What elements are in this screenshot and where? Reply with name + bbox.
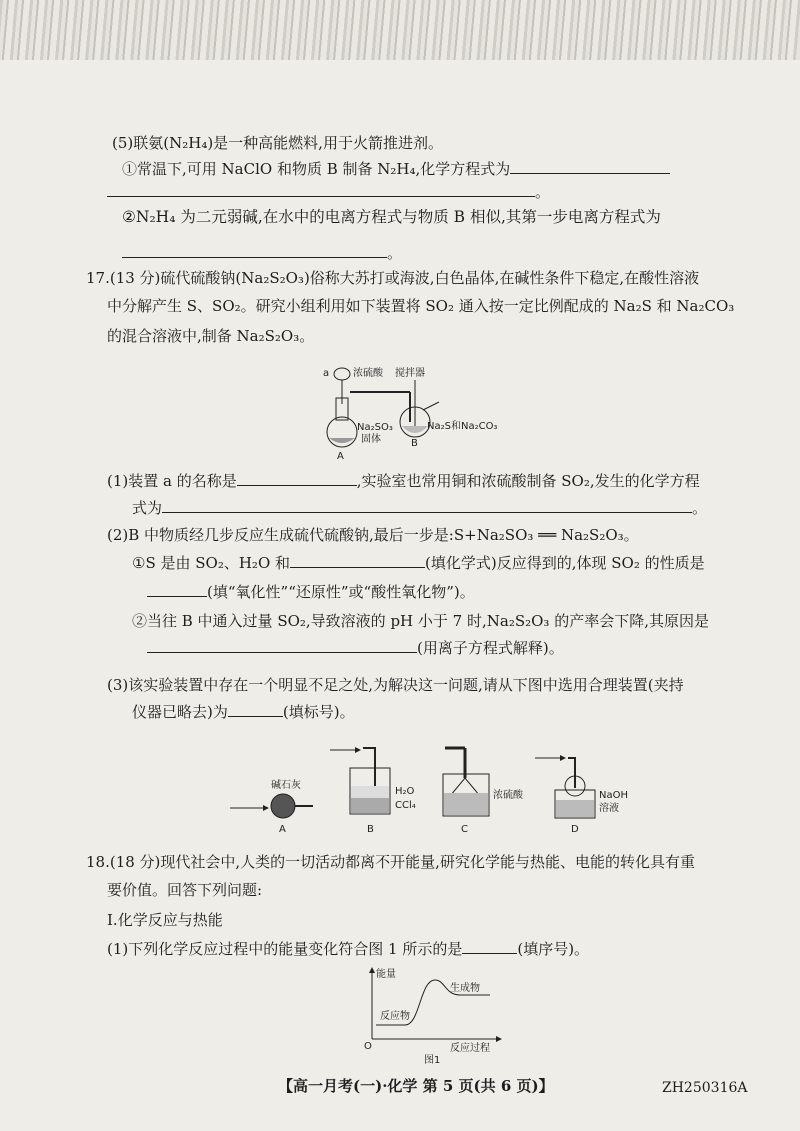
naoh-fill	[556, 800, 594, 817]
q17-p1-text-a: (1)装置 a 的名称是	[107, 472, 237, 490]
label-acid: 浓硫酸	[353, 368, 383, 379]
q18-line1: 18.(18 分)现代社会中,人类的一切活动都离不开能量,研究化学能与热能、电能的转化具有重	[86, 853, 695, 871]
apparatus-options-figure	[225, 738, 665, 838]
gas-tube-d	[568, 758, 575, 788]
footer-page-info: 【高一月考(一)·化学 第 5 页(共 6 页)】	[278, 1077, 554, 1095]
label-mix: Na₂S和Na₂CO₃	[427, 421, 498, 432]
y-axis-arrow	[369, 967, 375, 973]
torn-edge	[0, 0, 800, 60]
answer-blank[interactable]	[107, 182, 535, 197]
q17-p2-1-line1	[132, 553, 705, 573]
label-ccl4: CCl₄	[395, 800, 416, 811]
label-stirrer: 搅拌器	[395, 368, 425, 379]
q17-p3-line2	[132, 702, 355, 722]
label-A: A	[337, 451, 344, 462]
answer-blank[interactable]	[147, 638, 417, 653]
q17-p1-text-b: ,实验室也常用铜和浓硫酸制备 SO₂,发生的化学方程	[356, 472, 700, 490]
label-solid: 固体	[361, 434, 381, 445]
apparatus-figure-1	[315, 362, 515, 462]
answer-blank[interactable]	[510, 159, 670, 174]
q17-p1-text-c: 式为	[132, 499, 163, 517]
answer-blank[interactable]	[122, 243, 387, 258]
water-layer	[351, 786, 389, 798]
q17-line1: 17.(13 分)硫代硫酸钠(Na₂S₂O₃)俗称大苏打或海波,白色晶体,在碱性条件下稳定,在酸性溶液	[86, 269, 700, 287]
solid-fill	[329, 438, 355, 443]
answer-blank[interactable]	[147, 582, 207, 597]
q17-p1-line1	[107, 471, 700, 491]
drying-bulb	[271, 794, 295, 818]
option-D: D	[571, 824, 579, 835]
q17-p1-line2	[132, 498, 707, 518]
q17-p2: (2)B 中物质经几步反应生成硫代硫酸钠,最后一步是:S+Na₂SO₃ ══ Na₂S₂O₃。	[107, 526, 639, 544]
option-B: B	[367, 824, 374, 835]
axis-label-process: 反应过程	[450, 1043, 490, 1054]
q18-p1-text-a: (1)下列化学反应过程中的能量变化符合图 1 所示的是	[107, 940, 463, 958]
q16-5-part1-line2	[107, 182, 550, 202]
q17-p2-2-text-b: (用离子方程式解释)。	[417, 639, 564, 657]
x-axis-arrow	[496, 1036, 502, 1042]
q17-p2-1-text-c: (填“氧化性”“还原性”或“酸性氧化物”)。	[207, 583, 475, 601]
q17-p2-2-line1: ②当往 B 中通入过量 SO₂,导致溶液的 pH 小于 7 时,Na₂S₂O₃ 的产率会下降,其原因是	[132, 612, 709, 630]
period: 。	[535, 183, 551, 201]
q16-5-intro: (5)联氨(N₂H₄)是一种高能燃料,用于火箭推进剂。	[112, 134, 443, 152]
label-h2o: H₂O	[395, 786, 415, 797]
axis-label-energy: 能量	[376, 969, 396, 980]
q17-p3-text-c: (填标号)。	[282, 703, 355, 721]
q18-section-title: Ⅰ.化学反应与热能	[107, 911, 223, 929]
q16-5-part2-line2	[122, 243, 402, 263]
q17-p2-1-text-b: (填化学式)反应得到的,体现 SO₂ 的性质是	[425, 554, 705, 572]
separatory-funnel	[334, 368, 350, 380]
footer-code: ZH250316A	[662, 1080, 748, 1096]
acid-fill	[444, 793, 488, 815]
figure-caption: 图1	[424, 1055, 441, 1065]
q17-line2: 中分解产生 S、SO₂。研究小组利用如下装置将 SO₂ 通入按一定比例配成的 Na₂S 和 Na₂CO₃	[107, 297, 735, 315]
q18-line2: 要价值。回答下列问题:	[107, 881, 263, 899]
q17-p3-line1: (3)该实验装置中存在一个明显不足之处,为解决这一问题,请从下图中选用合理装置(夹持	[107, 676, 684, 694]
q16-5-part2: ②N₂H₄ 为二元弱碱,在水中的电离方程式与物质 B 相似,其第一步电离方程式为	[122, 208, 661, 226]
q17-p3-text-b: 仪器已略去)为	[132, 703, 228, 721]
period: 。	[692, 499, 708, 517]
q16-5-part1-text: ①常温下,可用 NaClO 和物质 B 制备 N₂H₄,化学方程式为	[122, 160, 511, 178]
solution-fill	[402, 426, 428, 433]
label-solution: 溶液	[599, 803, 619, 814]
q17-p2-2-line2	[147, 638, 564, 658]
flask-b-side-neck	[423, 402, 439, 410]
arrow-head-b	[355, 747, 361, 753]
q17-line3: 的混合溶液中,制备 Na₂S₂O₃。	[107, 327, 315, 345]
answer-blank[interactable]	[290, 553, 425, 568]
ccl4-layer	[351, 798, 389, 813]
label-reactant: 反应物	[380, 1011, 410, 1022]
option-C: C	[461, 824, 468, 835]
q16-5-part1	[122, 159, 670, 179]
label-na2so3: Na₂SO₃	[357, 422, 393, 433]
q17-p2-1-text-a: ①S 是由 SO₂、H₂O 和	[132, 554, 291, 572]
q18-p1	[107, 939, 589, 959]
answer-blank[interactable]	[462, 939, 517, 954]
label-B: B	[411, 438, 418, 449]
label-product: 生成物	[450, 983, 480, 994]
energy-diagram	[350, 965, 510, 1065]
arrow-head-d	[560, 755, 566, 761]
origin-O: O	[364, 1041, 372, 1052]
arrow-head-a	[263, 805, 269, 811]
q17-p2-1-line2	[147, 582, 475, 602]
label-soda-lime: 碱石灰	[271, 780, 301, 791]
label-naoh: NaOH	[599, 790, 628, 801]
label-conc-sulfuric: 浓硫酸	[493, 790, 523, 801]
period: 。	[387, 244, 403, 262]
option-A: A	[279, 824, 286, 835]
q18-p1-text-b: (填序号)。	[517, 940, 590, 958]
answer-blank[interactable]	[237, 471, 357, 486]
answer-blank[interactable]	[228, 702, 283, 717]
answer-blank[interactable]	[162, 498, 692, 513]
label-a: a	[323, 368, 330, 379]
